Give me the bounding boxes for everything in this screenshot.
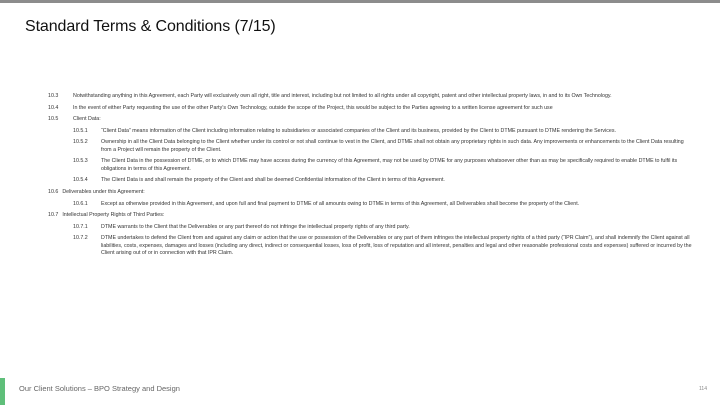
clause-10-5 — [48, 116, 693, 123]
clause-10-4 — [48, 105, 693, 112]
top-divider — [0, 0, 720, 3]
clause-number: 10.5.4 — [73, 177, 88, 184]
clause-10-6 — [48, 189, 693, 196]
page-title: Standard Terms & Conditions (7/15) — [25, 18, 276, 35]
clause-10-5-4 — [48, 177, 693, 184]
clause-10-7 — [48, 212, 693, 219]
clause-number: 10.5.2 — [73, 139, 88, 146]
clause-number: 10.7.2 — [73, 235, 88, 242]
clause-text: DTME undertakes to defend the Client from and against any claim or action that the use or possession of the Deliverables or any part of them infringes the intellectual property rights of a third party (“IPR Claim”), and shall indemnify the Client against all liabilities, costs, expenses, damages and losses (including any direct, indirect or consequential losses, loss of profit, loss of reputation and all interest, penalties and legal and other reasonable professional costs and expenses) suffered or incurred by the Client arising out of or in connection with that IPR Claim. — [101, 235, 692, 257]
clause-10-5-3 — [48, 158, 693, 173]
clause-number: 10.5 — [48, 116, 59, 123]
clause-10-5-2 — [48, 139, 693, 154]
footer-text: Our Client Solutions – BPO Strategy and Design — [19, 384, 180, 393]
clause-number: 10.6.1 — [73, 200, 88, 207]
page-number: 114 — [699, 386, 707, 392]
clause-number: 10.7.1 — [73, 223, 88, 230]
clause-text: In the event of either Party requesting the use of the other Party’s Own Technology, outside the scope of the Project, this would be subject to the Parties agreeing to a written license agreement for such use — [73, 104, 553, 111]
clause-text: The Client Data in the possession of DTME, or to which DTME may have access during the currency of this Agreement, may not be used by DTME for any purposes whatsoever other than as may be specifically required to enable DTME to fulfil its obligations in terms of this Agreement. — [101, 158, 678, 172]
clause-number: 10.4 — [48, 104, 59, 111]
clause-number: 10.7 — [48, 212, 59, 219]
clause-number: 10.5.3 — [73, 158, 88, 165]
clause-10-7-1 — [48, 224, 693, 231]
clause-10-6-1 — [48, 201, 693, 208]
clause-text: DTME warrants to the Client that the Deliverables or any part thereof do not infringe the intellectual property rights of any third party. — [101, 223, 410, 230]
clause-number: 10.5.1 — [73, 127, 88, 134]
terms-body — [48, 93, 693, 262]
clause-text: Notwithstanding anything in this Agreement, each Party will exclusively own all right, title and interest, including but not limited to all rights under all copyright, patent and other intellectual property laws, in and to its Own Technology. — [73, 93, 612, 99]
clause-number: 10.6 — [48, 188, 59, 195]
clause-number: 10.3 — [48, 93, 59, 99]
clause-text: Ownership in all the Client Data belonging to the Client whether under its control or not shall continue to vest in the Client, and DTME shall not obtain any proprietary rights in such data. Any improvements or enhancements to the Client Data resulting from a Project will remain the property of the Client. — [101, 139, 684, 153]
clause-10-3 — [48, 93, 693, 100]
clause-text: Client Data: — [73, 116, 101, 123]
footer-accent-bar — [0, 378, 5, 405]
clause-text: Intellectual Property Rights of Third Parties: — [62, 212, 165, 219]
clause-10-5-1 — [48, 128, 693, 135]
clause-text: Except as otherwise provided in this Agreement, and upon full and final payment to DTME of all amounts owing to DTME in terms of this Agreement, all Deliverables shall become the property of the Client. — [101, 200, 580, 207]
clause-text: Deliverables under this Agreement: — [62, 188, 145, 195]
clause-10-7-2 — [48, 235, 693, 257]
clause-text: The Client Data is and shall remain the property of the Client and shall be deemed Confidential information of the Client in terms of this Agreement. — [101, 177, 445, 184]
clause-text: “Client Data” means information of the Client including information relating to subsidiaries or associated companies of the Client and its business, provided by the Client to DTME pursuant to DTME rendering the Services. — [101, 127, 616, 134]
